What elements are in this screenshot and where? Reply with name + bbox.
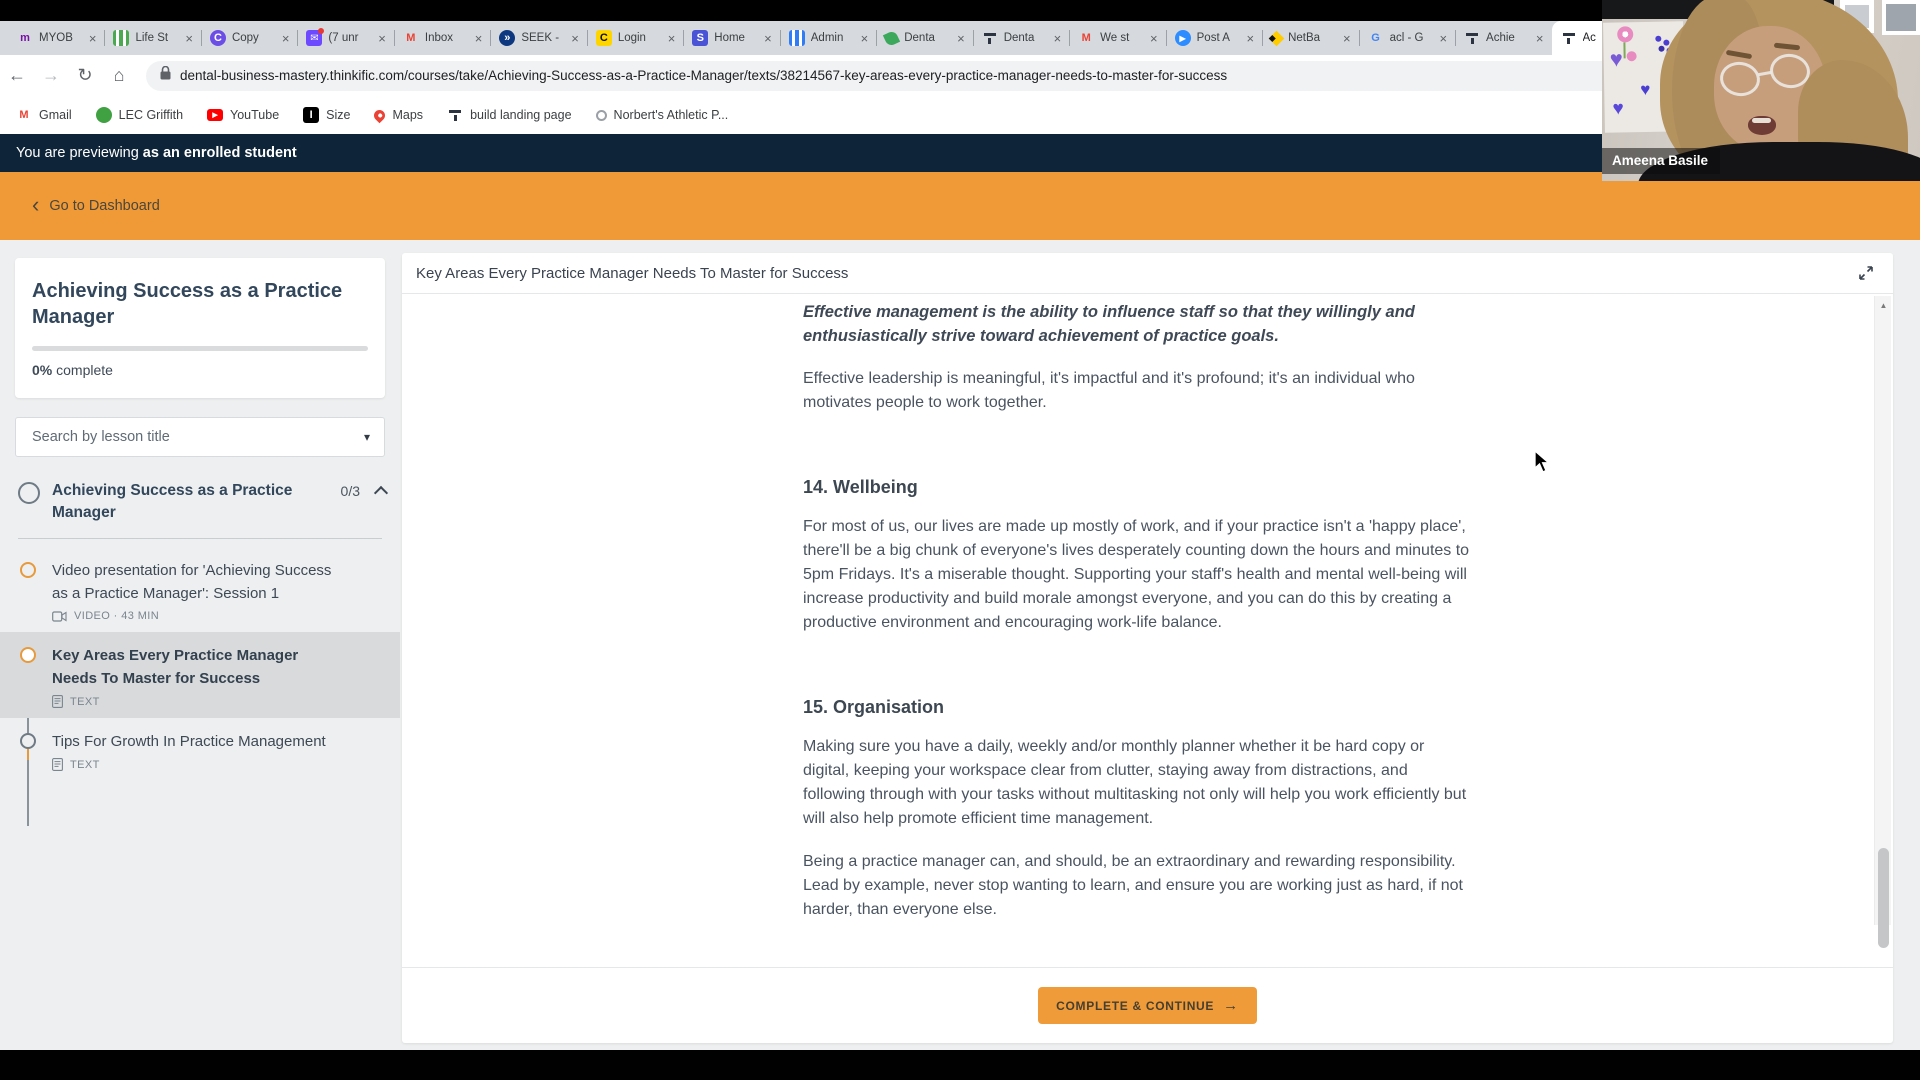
lesson-footer xyxy=(402,967,1893,1043)
tab-close-icon[interactable]: × xyxy=(1150,30,1158,46)
chevron-down-icon: ▾ xyxy=(363,430,370,444)
section-heading: 15. Organisation xyxy=(803,697,945,717)
lesson-item-meta-label: TEXT xyxy=(70,695,100,708)
lesson-item-title: Key Areas Every Practice Manager Needs To Master for Success xyxy=(52,647,299,687)
tab-title: Admin xyxy=(810,32,844,44)
browser-tab[interactable] xyxy=(8,21,104,55)
lesson-item-body xyxy=(52,730,326,771)
lesson-item-body xyxy=(52,644,337,708)
lesson-paragraph: Making sure you have a daily, weekly and/or monthly planner whether it be hard copy or digital, keeping your workspace clear from clutter, staying away from distractions, and following through with your tasks without multitasking not only will help you work efficiently but will also help promote efficient time management. xyxy=(803,738,1467,827)
tab-title: Copy xyxy=(231,32,259,44)
tab-close-icon[interactable]: × xyxy=(957,30,965,46)
lesson-title: Key Areas Every Practice Manager Needs To Master for Success xyxy=(416,264,849,282)
tab-title: Achie xyxy=(1486,32,1515,44)
bookmark-label: Gmail xyxy=(39,108,72,122)
bookmark-label: Norbert's Athletic P... xyxy=(613,108,729,122)
letterbox-bottom xyxy=(0,1050,1920,1080)
person-mouth xyxy=(1748,116,1776,135)
complete-continue-label: COMPLETE & CONTINUE xyxy=(1056,998,1215,1013)
tab-title: NetBa xyxy=(1288,32,1321,44)
tab-title: MYOB xyxy=(39,32,73,44)
norberts-site-icon xyxy=(596,110,607,121)
arrow-right-icon: → xyxy=(1223,996,1239,1014)
tab-close-icon[interactable]: × xyxy=(474,30,483,46)
bookmark-item[interactable] xyxy=(207,108,279,122)
divider xyxy=(18,538,382,539)
lesson-search-dropdown[interactable] xyxy=(15,417,385,457)
tab-close-icon[interactable]: × xyxy=(1053,30,1062,46)
bookmark-label: LEC Griffith xyxy=(118,108,184,122)
heart-drawing: ♥ xyxy=(1612,98,1625,120)
text-document-icon xyxy=(52,695,63,708)
lesson-progress-circle-icon xyxy=(20,733,36,749)
chapter-header[interactable] xyxy=(0,472,400,524)
tab-title: Ac xyxy=(1582,32,1596,44)
video-camera-icon xyxy=(52,611,67,622)
chapter-title: Achieving Success as a Practice Manager xyxy=(52,482,293,521)
tab-title: Post A xyxy=(1196,32,1230,44)
commbank-login-icon: C xyxy=(596,30,612,46)
gmail-icon: M xyxy=(406,32,416,44)
chapter-lesson-count: 0/3 xyxy=(340,483,360,499)
lesson-paragraph: Effective leadership is meaningful, it's impactful and it's profound; it's an individual who motivates people to work together. xyxy=(803,370,1415,411)
mail-unread-icon: ✉ xyxy=(306,30,322,46)
thinkific-icon xyxy=(447,107,463,123)
scroll-up-arrow-icon[interactable]: ▲ xyxy=(1879,300,1888,310)
bookmark-item[interactable] xyxy=(447,107,571,123)
browser-tab[interactable] xyxy=(297,21,393,55)
progress-label: complete xyxy=(52,362,113,378)
bookmark-item[interactable] xyxy=(303,107,350,123)
browser-tab[interactable] xyxy=(1166,21,1262,55)
reload-icon[interactable]: ↻ xyxy=(77,65,93,85)
lesson-header xyxy=(402,253,1893,294)
lesson-progress-circle-icon xyxy=(20,562,36,578)
browser-tab[interactable] xyxy=(1069,21,1165,55)
gmail-icon: M xyxy=(19,109,29,121)
lesson-body xyxy=(402,295,1874,926)
browser-tab[interactable] xyxy=(876,21,972,55)
tab-close-icon[interactable]: × xyxy=(1246,30,1255,46)
mouse-cursor xyxy=(1534,450,1556,479)
tab-title: Home xyxy=(714,32,745,44)
tab-title: (7 unr xyxy=(328,32,359,44)
home-icon[interactable]: ⌂ xyxy=(113,65,125,85)
unread-dot-icon xyxy=(318,28,324,34)
tab-close-icon[interactable]: × xyxy=(281,30,290,46)
browser-tab[interactable] xyxy=(973,21,1069,55)
go-to-dashboard-label: Go to Dashboard xyxy=(49,198,160,214)
lesson-search-placeholder: Search by lesson title xyxy=(32,429,170,445)
lesson-item-meta-label: TEXT xyxy=(70,758,100,771)
lesson-item-title: Tips For Growth In Practice Management xyxy=(52,733,326,750)
lesson-item-meta-label: VIDEO · 43 MIN xyxy=(74,610,160,622)
browser-tab[interactable] xyxy=(104,21,200,55)
course-header xyxy=(0,172,1920,240)
trello-blue-board-icon xyxy=(789,30,805,46)
preview-banner-bold: as an enrolled student xyxy=(142,145,297,161)
lec-griffith-icon xyxy=(96,107,112,123)
dots-drawing xyxy=(1655,36,1661,42)
bookmark-label: YouTube xyxy=(230,108,280,122)
tab-title: Denta xyxy=(904,32,935,44)
lesson-tree xyxy=(0,472,400,781)
lesson-intro-lead: Effective management is the ability to influence staff so that they willingly and enthusiastically strive toward achievement of practice goals. xyxy=(803,303,1415,345)
thinkific-icon xyxy=(1561,30,1577,46)
browser-tab[interactable] xyxy=(1359,21,1455,55)
tab-title: Inbox xyxy=(424,32,454,44)
back-icon[interactable]: ← xyxy=(8,65,26,85)
tab-close-icon[interactable]: × xyxy=(571,30,579,46)
tab-close-icon[interactable]: × xyxy=(378,30,386,46)
webcam-name-label: Ameena Basile xyxy=(1602,148,1720,174)
browser-tab[interactable] xyxy=(587,21,683,55)
tab-strip xyxy=(8,21,1648,55)
trello-green-board-icon xyxy=(113,30,129,46)
progress-percent: 0% xyxy=(32,362,53,378)
bookmark-label: build landing page xyxy=(470,108,572,122)
scrollbar-thumb[interactable] xyxy=(1878,848,1889,948)
bookmark-item[interactable] xyxy=(16,107,72,123)
heart-drawing: ♥ xyxy=(1609,46,1623,72)
tab-close-icon[interactable]: × xyxy=(1342,30,1351,46)
browser-tab[interactable] xyxy=(780,21,876,55)
bookmark-item[interactable] xyxy=(96,107,183,123)
text-document-icon xyxy=(52,758,63,771)
progress-bar xyxy=(32,346,368,351)
photo-frame xyxy=(1882,0,1920,35)
course-progress-card xyxy=(15,258,385,398)
webcam-overlay xyxy=(1602,0,1920,181)
chevron-left-icon: ‹ xyxy=(32,192,40,217)
lesson-item[interactable] xyxy=(0,718,400,781)
browser-tab[interactable] xyxy=(1455,21,1551,55)
content-scrollbar[interactable] xyxy=(1874,296,1891,925)
browser-tab[interactable] xyxy=(394,21,490,55)
lesson-item-meta xyxy=(52,758,326,771)
forward-icon[interactable]: → xyxy=(42,65,60,85)
progress-text xyxy=(32,362,369,378)
lock-icon xyxy=(160,66,171,85)
lesson-list xyxy=(0,547,400,781)
tab-close-icon[interactable]: × xyxy=(667,30,676,46)
go-to-dashboard-link[interactable] xyxy=(32,192,160,217)
lesson-text-column xyxy=(803,295,1473,922)
tab-close-icon[interactable]: × xyxy=(860,30,869,46)
tab-close-icon[interactable]: × xyxy=(88,30,97,46)
tab-title: We st xyxy=(1100,32,1130,44)
tab-title: Login xyxy=(617,32,646,44)
bookmark-item[interactable] xyxy=(374,108,423,122)
gmail-icon: M xyxy=(1081,32,1091,44)
chevron-up-icon xyxy=(374,486,388,500)
complete-continue-button[interactable] xyxy=(1038,987,1257,1024)
tab-close-icon[interactable]: × xyxy=(764,30,772,46)
url-text: dental-business-mastery.thinkific.com/courses/take/Achieving-Success-as-a-Practice-Manager/texts/38214567-key-areas-every-practice-manager-needs-to-master-for-success xyxy=(180,68,1228,83)
seek-icon: » xyxy=(499,30,515,46)
flower-stem-drawing xyxy=(1623,42,1625,58)
flower-drawing xyxy=(1617,26,1633,42)
lesson-content-card xyxy=(402,253,1893,1043)
course-title: Achieving Success as a Practice Manager xyxy=(32,280,343,328)
youtube-icon: ▶ xyxy=(207,109,223,121)
bookmark-item[interactable] xyxy=(596,108,729,122)
commbank-diamond-icon xyxy=(1269,30,1285,46)
tab-title: acl - G xyxy=(1389,32,1424,44)
lesson-item[interactable] xyxy=(0,547,400,632)
tab-close-icon[interactable]: × xyxy=(1535,30,1544,46)
size-icon: I xyxy=(303,107,319,123)
lesson-progress-circle-icon xyxy=(20,647,36,663)
tab-title: Life St xyxy=(135,32,169,44)
lesson-item-meta xyxy=(52,695,337,708)
lesson-item[interactable] xyxy=(0,632,400,718)
bookmark-label: Size xyxy=(326,108,351,122)
section-heading: 14. Wellbeing xyxy=(803,477,918,497)
preview-banner-text: You are previewing xyxy=(16,145,139,161)
expand-fullscreen-icon[interactable] xyxy=(1855,262,1877,284)
thinkific-icon xyxy=(1464,30,1480,46)
lesson-item-body xyxy=(52,559,337,622)
browser-tab[interactable] xyxy=(1262,21,1358,55)
lesson-item-title: Video presentation for 'Achieving Success as a Practice Manager': Session 1 xyxy=(52,562,332,602)
bookmark-label: Maps xyxy=(392,108,424,122)
lesson-paragraph: For most of us, our lives are made up mostly of work, and if your practice isn't a 'happy place', there'll be a big chunk of everyone's lives desperately counting down the hours and minutes to 5pm Fridays. It's a miserable thought. Supporting your staff's health and mental well-being will increase productivity and build morale amongst everyone, and you can do this by creating a productive environment and encouraging work-life balance. xyxy=(803,518,1470,631)
maps-pin-icon xyxy=(372,107,388,123)
home-app-icon: S xyxy=(692,30,708,46)
tab-title: SEEK - xyxy=(521,32,560,44)
tab-title: Denta xyxy=(1003,32,1035,44)
lesson-paragraph: Being a practice manager can, and should, be an extraordinary and rewarding responsibility. Lead by example, never stop wanting to learn, and ensure you are working just as hard, if not harder, than everyone else. xyxy=(803,853,1463,918)
browser-tab[interactable] xyxy=(490,21,586,55)
myob-icon: m xyxy=(20,32,30,44)
zoom-camera-icon xyxy=(1175,30,1191,46)
browser-tab[interactable] xyxy=(683,21,779,55)
lesson-item-meta xyxy=(52,610,337,622)
tab-close-icon[interactable]: × xyxy=(185,30,193,46)
tab-close-icon[interactable]: × xyxy=(1439,30,1448,46)
browser-tab[interactable] xyxy=(201,21,297,55)
chapter-progress-circle-icon xyxy=(18,482,40,504)
copy-app-icon: C xyxy=(210,30,226,46)
leaf-icon xyxy=(883,29,900,46)
thinkific-icon xyxy=(982,30,998,46)
heart-drawing: ♥ xyxy=(1640,79,1651,100)
google-icon: G xyxy=(1371,32,1380,44)
